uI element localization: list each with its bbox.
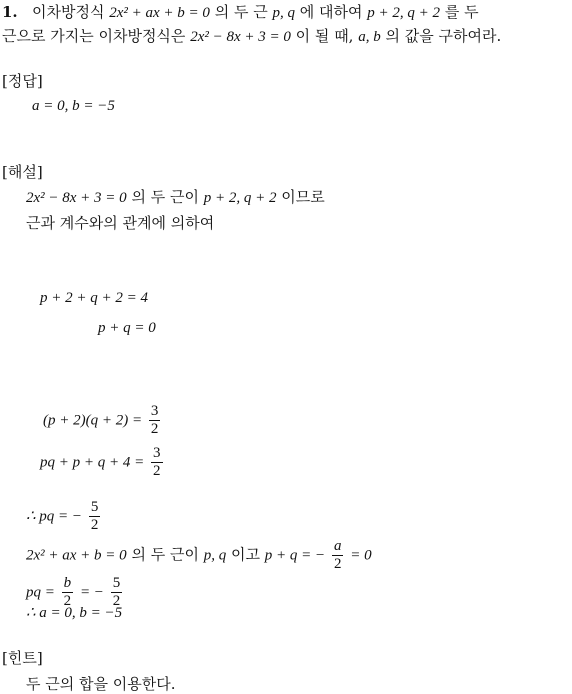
problem-text: 의 두 근 <box>214 3 268 21</box>
denominator: 2 <box>153 463 161 479</box>
fraction <box>89 499 101 534</box>
solution-text: 이므로 <box>281 188 325 206</box>
solution-text: 이고 <box>231 545 261 564</box>
shifted-roots: p + 2, q + 2 <box>367 5 441 21</box>
equals: = − <box>79 584 104 601</box>
numerator: 3 <box>150 403 159 419</box>
equation-new: 2x² − 8x + 3 = 0 <box>190 29 291 45</box>
solution-text: 의 두 근이 <box>131 188 199 206</box>
lhs: (p + 2)(q + 2) = <box>43 412 143 429</box>
problem-number: 1. <box>2 3 18 21</box>
equation-given: 2x² + ax + b = 0 <box>109 5 210 21</box>
denominator: 2 <box>63 593 72 609</box>
lhs: pq = <box>26 584 55 601</box>
lhs: ∴ pq = − <box>26 508 83 525</box>
rhs: = 0 <box>350 547 372 564</box>
solution-line-2: 근과 계수와의 관계에 의하여 <box>26 214 215 232</box>
sum: p + q = − <box>264 547 326 564</box>
denominator: 2 <box>90 517 99 533</box>
solution-text: 의 두 근이 <box>131 545 199 564</box>
roots: p + 2, q + 2 <box>203 190 277 206</box>
unknowns: a, b <box>358 29 381 45</box>
solution-line-1 <box>26 187 325 208</box>
problem-text: 에 대하여 <box>299 3 363 21</box>
fraction <box>149 403 161 438</box>
problem-text: 를 두 <box>444 3 479 21</box>
roots: p, q <box>272 5 295 21</box>
numerator: a <box>333 538 342 554</box>
lhs: pq + p + q + 4 = <box>40 454 145 471</box>
denominator: 2 <box>112 593 121 609</box>
problem-text: 이 될 때, <box>295 27 354 45</box>
hint-text: 두 근의 합을 이용한다. <box>26 675 176 693</box>
pq-result <box>26 499 102 534</box>
sum-equation-1: p + 2 + q + 2 = 4 <box>40 290 148 306</box>
problem-line-1 <box>2 2 479 23</box>
sum-equation-2: p + q = 0 <box>98 320 156 336</box>
problem-text: 의 값을 구하여라. <box>385 27 502 45</box>
conclusion: ∴ a = 0, b = −5 <box>26 605 123 621</box>
roots: p, q <box>203 547 227 564</box>
numerator: 5 <box>112 575 121 591</box>
product-equation-2 <box>40 445 165 480</box>
hint-header: [힌트] <box>2 649 43 667</box>
problem-text: 근으로 가지는 이차방정식은 <box>2 27 186 45</box>
numerator: 3 <box>153 445 161 461</box>
fraction <box>332 538 344 573</box>
numerator: 5 <box>90 499 99 515</box>
equation: 2x² + ax + b = 0 <box>26 547 127 564</box>
fraction <box>151 445 163 480</box>
problem-line-2 <box>2 26 501 47</box>
product-equation-1 <box>43 403 162 438</box>
solution-header: [해설] <box>2 163 43 181</box>
problem-text: 이차방정식 <box>31 3 105 21</box>
vieta-line <box>26 538 372 573</box>
answer-header: [정답] <box>2 72 43 90</box>
numerator: b <box>63 575 72 591</box>
denominator: 2 <box>333 556 342 572</box>
denominator: 2 <box>150 421 159 437</box>
equation: 2x² − 8x + 3 = 0 <box>26 190 127 206</box>
answer-value: a = 0, b = −5 <box>32 98 115 114</box>
